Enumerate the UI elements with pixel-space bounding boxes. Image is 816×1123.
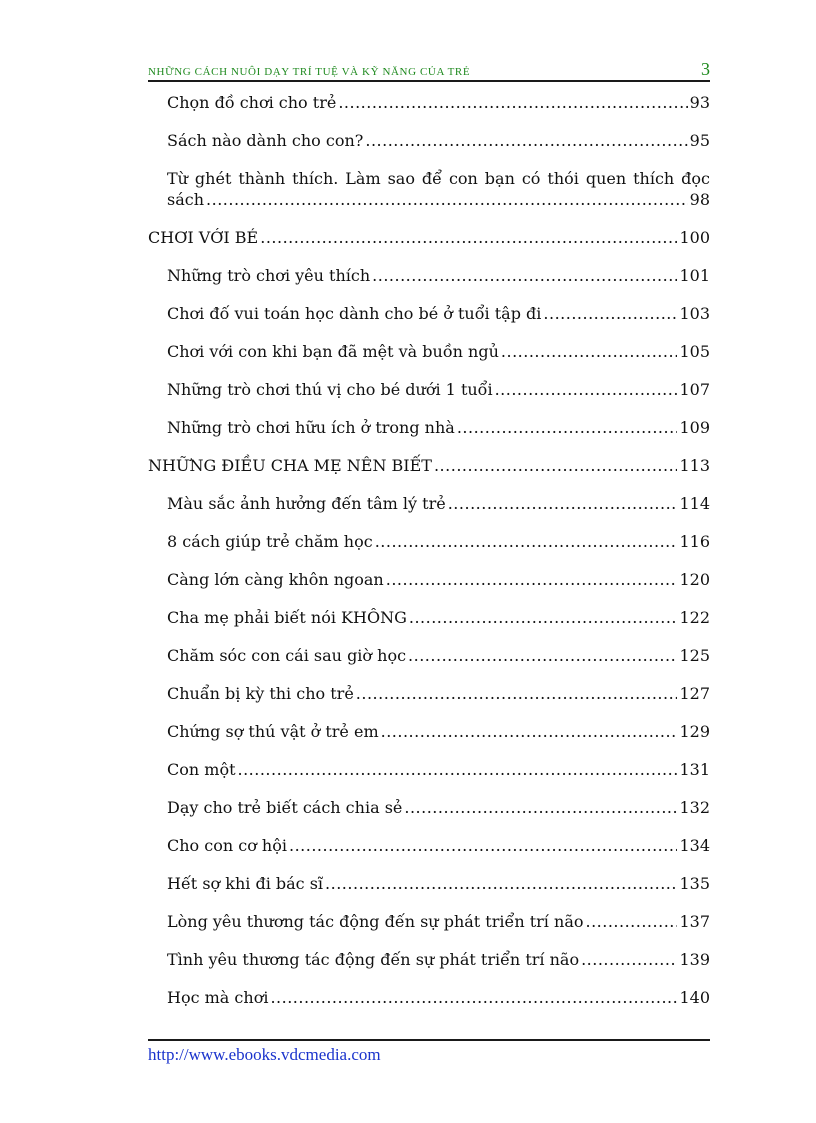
leader-dots [434, 455, 677, 476]
leader-dots [325, 873, 677, 894]
toc-entry[interactable] [167, 265, 710, 286]
toc-entry-title: Những trò chơi thú vị cho bé dưới 1 tuổi [167, 380, 493, 399]
toc-entry[interactable] [167, 92, 710, 113]
toc-entry-title: Dạy cho trẻ biết cách chia sẻ [167, 798, 403, 817]
toc-entry-page: 137 [679, 912, 710, 931]
leader-dots [372, 265, 677, 286]
leader-dots [581, 949, 677, 970]
toc-entry[interactable] [167, 569, 710, 590]
toc-entry[interactable] [167, 417, 710, 438]
toc-entry-page: 109 [679, 418, 710, 437]
leader-dots [260, 227, 677, 248]
toc-entry-page: 131 [679, 760, 710, 779]
toc-entry-page: 116 [679, 532, 710, 551]
toc-entry-page: 98 [689, 190, 710, 209]
toc-entry-title: Cha mẹ phải biết nói KHÔNG [167, 608, 407, 627]
toc-entry[interactable] [167, 721, 710, 742]
toc-entry-title: Những trò chơi hữu ích ở trong nhà [167, 418, 455, 437]
leader-dots [289, 835, 677, 856]
toc-entry[interactable] [167, 949, 710, 970]
toc-entry[interactable] [167, 493, 710, 514]
page-number: 3 [701, 59, 710, 79]
toc-entry-title: Lòng yêu thương tác động đến sự phát triển trí não [167, 912, 584, 931]
toc-section-title: CHƠI VỚI BÉ [148, 228, 259, 247]
toc-entry-title: Chứng sợ thú vật ở trẻ em [167, 722, 379, 741]
leader-dots [381, 721, 678, 742]
toc-entry-title: 8 cách giúp trẻ chăm học [167, 532, 373, 551]
toc-entry-page: 120 [679, 570, 710, 589]
leader-dots [206, 189, 688, 210]
leader-dots [386, 569, 678, 590]
toc-entry[interactable] [167, 987, 710, 1008]
toc-entry-page: 107 [679, 380, 710, 399]
leader-dots [238, 759, 678, 780]
leader-dots [448, 493, 678, 514]
toc-entry[interactable] [167, 911, 710, 932]
toc-entry-title: Chăm sóc con cái sau giờ học [167, 646, 407, 665]
toc-entry[interactable] [167, 835, 710, 856]
toc-entry-page: 105 [679, 342, 710, 361]
toc-entry[interactable] [167, 341, 710, 362]
leader-dots [375, 531, 678, 552]
toc-entry-page: 103 [679, 304, 710, 323]
toc-entry-title: Màu sắc ảnh hưởng đến tâm lý trẻ [167, 494, 446, 513]
leader-dots [501, 341, 678, 362]
toc-entry-title: Cho con cơ hội [167, 836, 287, 855]
toc-entry-title: Hết sợ khi đi bác sĩ [167, 874, 324, 893]
toc-entry-title: Tình yêu thương tác động đến sự phát triển trí não [167, 950, 580, 969]
toc-entry-title: Chuẩn bị kỳ thi cho trẻ [167, 684, 354, 703]
toc-section[interactable] [148, 455, 710, 476]
toc-entry[interactable] [167, 873, 710, 894]
toc-entry-page: 125 [679, 646, 710, 665]
leader-dots [365, 130, 687, 151]
toc-entry-page: 134 [679, 836, 710, 855]
toc-entry-page: 129 [679, 722, 710, 741]
toc-entry[interactable] [167, 683, 710, 704]
toc-entry-title: Con một [167, 760, 236, 779]
toc-entry[interactable] [167, 607, 710, 628]
footer-divider [148, 1039, 710, 1041]
toc-entry-page: 139 [679, 950, 710, 969]
footer-website-link[interactable]: http://www.ebooks.vdcmedia.com [148, 1045, 381, 1064]
leader-dots [457, 417, 678, 438]
leader-dots [404, 797, 677, 818]
toc-entry-page: 132 [679, 798, 710, 817]
toc-entry-title-continued: sách [167, 190, 205, 209]
toc-entry[interactable] [167, 303, 710, 324]
toc-entry[interactable] [167, 130, 710, 151]
toc-entry-title: Càng lớn càng khôn ngoan [167, 570, 384, 589]
toc-entry-title: Chơi đố vui toán học dành cho bé ở tuổi tập đi [167, 304, 542, 323]
toc-entry-page: 95 [689, 131, 710, 150]
toc-entry-page: 135 [679, 874, 710, 893]
toc-entry[interactable] [167, 531, 710, 552]
toc-entry-title: Những trò chơi yêu thích [167, 266, 371, 285]
toc-entry[interactable] [167, 379, 710, 400]
toc-entry-page: 93 [689, 93, 710, 112]
leader-dots [408, 645, 677, 666]
toc-entry-title: Sách nào dành cho con? [167, 131, 364, 150]
toc-entry[interactable] [167, 168, 710, 210]
toc-entry-title: Chơi với con khi bạn đã mệt và buồn ngủ [167, 342, 499, 361]
toc-entry-page: 100 [679, 228, 710, 247]
toc-entry-page: 101 [679, 266, 710, 285]
toc-entry-title: Từ ghét thành thích. Làm sao để con bạn có thói quen thích đọc [167, 169, 710, 188]
leader-dots [495, 379, 678, 400]
leader-dots [409, 607, 678, 628]
leader-dots [585, 911, 677, 932]
running-header [148, 60, 710, 82]
toc-entry[interactable] [167, 645, 710, 666]
toc-entry-title: Chọn đồ chơi cho trẻ [167, 93, 337, 112]
toc-entry[interactable] [167, 759, 710, 780]
toc-entry[interactable] [167, 797, 710, 818]
leader-dots [270, 987, 677, 1008]
book-title: NHỮNG CÁCH NUÔI DẠY TRÍ TUỆ VÀ KỸ NĂNG CỦA TRẺ [148, 66, 471, 78]
toc-entry-title: Học mà chơi [167, 988, 269, 1007]
toc-entry-page: 113 [679, 456, 710, 475]
toc-entry-page: 122 [679, 608, 710, 627]
leader-dots [338, 92, 687, 113]
toc-entry-page: 127 [679, 684, 710, 703]
table-of-contents [148, 92, 710, 1008]
toc-section[interactable] [148, 227, 710, 248]
leader-dots [543, 303, 677, 324]
toc-entry-page: 114 [679, 494, 710, 513]
toc-section-title: NHỮNG ĐIỀU CHA MẸ NÊN BIẾT [148, 456, 432, 475]
toc-entry-page: 140 [679, 988, 710, 1007]
leader-dots [356, 683, 678, 704]
